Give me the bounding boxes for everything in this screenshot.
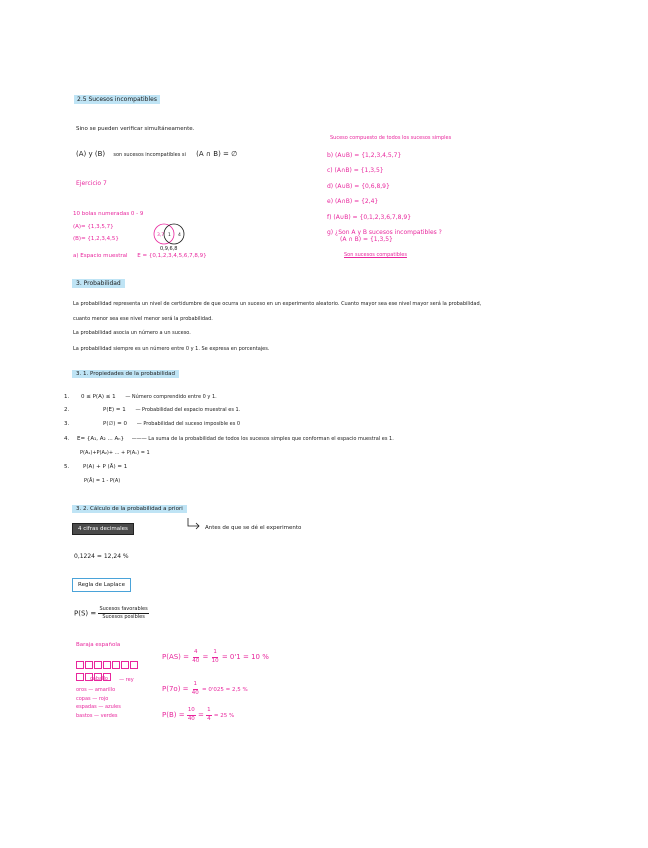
laplace-fraction — [98, 607, 148, 620]
property-number: 1. — [64, 394, 70, 400]
exercise-items — [327, 148, 442, 240]
item-e: e) (A∩B) = {2,4} — [327, 198, 379, 206]
property-row-3 — [64, 421, 240, 427]
property-expression: P(∅) = 0 — [103, 421, 128, 427]
item-f: f) (A∪B) = {0,1,2,3,6,7,8,9} — [327, 213, 412, 221]
suit-item: oros — amarillo — [76, 687, 116, 693]
calc-seven-lhs: P(7o) = — [162, 685, 189, 693]
item-d: d) (A∪B) = {0,6,8,9} — [327, 182, 390, 190]
laplace-formula — [74, 607, 149, 620]
calc-seven — [162, 682, 248, 696]
arrow-icon — [186, 517, 202, 531]
sample-space-row — [73, 253, 207, 259]
property-expression: P(E) = 1 — [103, 407, 126, 413]
section-heading-3-1: 3. 1. Propiedades de la probabilidad — [72, 370, 179, 378]
suit-item: espadas — azules — [76, 704, 121, 711]
calc-denominator: 40 — [191, 689, 199, 696]
calc-denominator: 4 — [207, 715, 211, 722]
laplace-denominator: Sucesos posibles — [102, 614, 145, 620]
calc-numerator: 1 — [193, 682, 199, 690]
calc-seven-rhs: = 0'025 = 2,5 % — [201, 687, 248, 693]
suit-item: copas — rojo — [76, 695, 109, 702]
property-row-2 — [64, 407, 240, 413]
section-heading-2-5: 2.5 Sucesos incompatibles — [74, 95, 160, 104]
incompatible-definition: Sino se pueden verificar simultáneamente. — [76, 126, 195, 132]
calc-ace-lhs: P(AS) = — [162, 653, 190, 661]
property-number: 4. — [64, 436, 70, 442]
calc-ace-rhs: = 0'1 = 10 % — [221, 653, 269, 661]
calc-bastos-lhs: P(B) = — [162, 711, 185, 719]
calc-numerator: 10 — [187, 708, 196, 716]
intersection-condition: (A ∩ B) = ∅ — [196, 150, 238, 158]
calc-bastos: P(B) = $\frac{10}{40}$ = $\frac{1}{4}$ = 25 % — [162, 707, 235, 722]
compound-event-title: Suceso compuesto de todos los sucesos simples — [330, 135, 452, 141]
king-label: — rey — [119, 677, 134, 683]
set-b-symbol: (B) — [94, 150, 106, 158]
g-answer: (A ∩ B) = {1,3,5} — [340, 236, 393, 243]
property-number: 5. — [64, 464, 70, 470]
venn-label-mid: 1 — [168, 233, 171, 238]
calc-bastos-rhs: = 25 % — [213, 713, 235, 719]
property-expression: P(A) + P (Ā) = 1 — [83, 464, 128, 470]
property-description: — Número comprendido entre 0 y 1. — [125, 394, 217, 400]
property-description: — Probabilidad del espacio muestral es 1. — [135, 407, 241, 413]
property-number: 3. — [64, 421, 70, 427]
laplace-numerator: Sucesos favorables — [99, 606, 148, 612]
laplace-lhs: P(S) = — [74, 609, 97, 618]
deck-title: Baraja española — [76, 642, 121, 648]
property-expression: E= {A₁, A₂ ... Aₙ} — [77, 436, 124, 442]
item-g: g) ¿Son A y B sucesos incompatibles ? — [327, 229, 442, 237]
item-c: c) (A∩B) = {1,3,5} — [327, 167, 384, 175]
horse-label: caballo — [90, 676, 108, 682]
set-a-definition: (A)= {1,3,5,7} — [73, 224, 114, 230]
venn-outside-label: 0,9,6,8 — [160, 246, 178, 252]
probability-paragraph-3: La probabilidad siempre es un número entre 0 y 1. Se expresa en porcentajes. — [73, 346, 270, 352]
a-priori-note: Antes de que se dé el experimento — [205, 525, 302, 531]
property-description: — Probabilidad del suceso imposible es 0 — [136, 421, 241, 427]
venn-label-b: 4 — [178, 233, 181, 238]
sample-space-value: E = {0,1,2,3,4,5,6,7,8,9} — [137, 253, 207, 259]
probability-paragraph-2: La probabilidad asocia un número a un suceso. — [73, 330, 191, 336]
property-row-5 — [64, 464, 127, 470]
property-description: ——— La suma de la probabilidad de todos los sucesos simples que conforman el espacio muestral es 1. — [131, 436, 394, 442]
calc-numerator: 4 — [193, 650, 199, 658]
probability-paragraph-1b: cuanto menor sea ese nivel menor será la probabilidad. — [73, 316, 213, 322]
sample-space-label: a) Espacio muestral — [73, 253, 128, 259]
calc-numerator: 1 — [212, 650, 218, 658]
card-icon — [76, 673, 84, 681]
suit-item: bastos — verdes — [76, 712, 118, 719]
venn-label-a: 3,7 — [157, 233, 165, 238]
suits-list — [76, 686, 121, 720]
incompatible-equation — [76, 150, 237, 158]
property-row-4 — [64, 436, 394, 442]
calc-numerator: 1 — [206, 708, 212, 716]
exercise-title: Ejercicio 7 — [76, 180, 107, 187]
decimals-box: 4 cifras decimales — [72, 523, 134, 535]
set-a-symbol: (A) — [76, 150, 87, 158]
incompatible-text: son sucesos incompatibles si — [113, 152, 186, 158]
calc-denominator: 10 — [211, 657, 219, 664]
percentage-example: 0,1224 = 12,24 % — [74, 553, 129, 560]
property-5-complement: P(Ā) = 1 - P(A) — [84, 478, 121, 484]
property-number: 2. — [64, 407, 70, 413]
calc-denominator: 40 — [187, 715, 195, 722]
property-row-1 — [64, 394, 217, 400]
item-b: b) (A∪B) = {1,2,3,4,5,7} — [327, 152, 402, 159]
property-4-sum: P(A₁)+P(A₂)+ ... + P(Aₙ) = 1 — [80, 450, 150, 456]
calc-denominator: 40 — [192, 657, 200, 664]
calc-ace: P(AS) = $\frac{4}{40}$ = $\frac{1}{10}$ = 0'1 = 10 % — [162, 649, 269, 664]
section-heading-3: 3. Probabilidad — [72, 279, 125, 288]
probability-paragraph-1a: La probabilidad representa un nivel de certidumbre de que ocurra un suceso en un experimento aleatorio. Cuanto mayor sea ese nivel mayor será la probabilidad, — [73, 301, 482, 307]
property-expression: 0 ≤ P(A) ≤ 1 — [81, 394, 116, 400]
section-heading-3-2: 3. 2. Cálculo de la probabilidad a priori — [72, 505, 187, 513]
set-b-definition: (B)= {1,2,3,4,5} — [73, 236, 119, 242]
balls-statement: 10 bolas numeradas 0 - 9 — [73, 211, 144, 217]
conjunction-y: y — [88, 150, 93, 158]
g-note: Son sucesos compatibles — [344, 252, 407, 258]
laplace-rule-box: Regla de Laplace — [72, 578, 131, 592]
